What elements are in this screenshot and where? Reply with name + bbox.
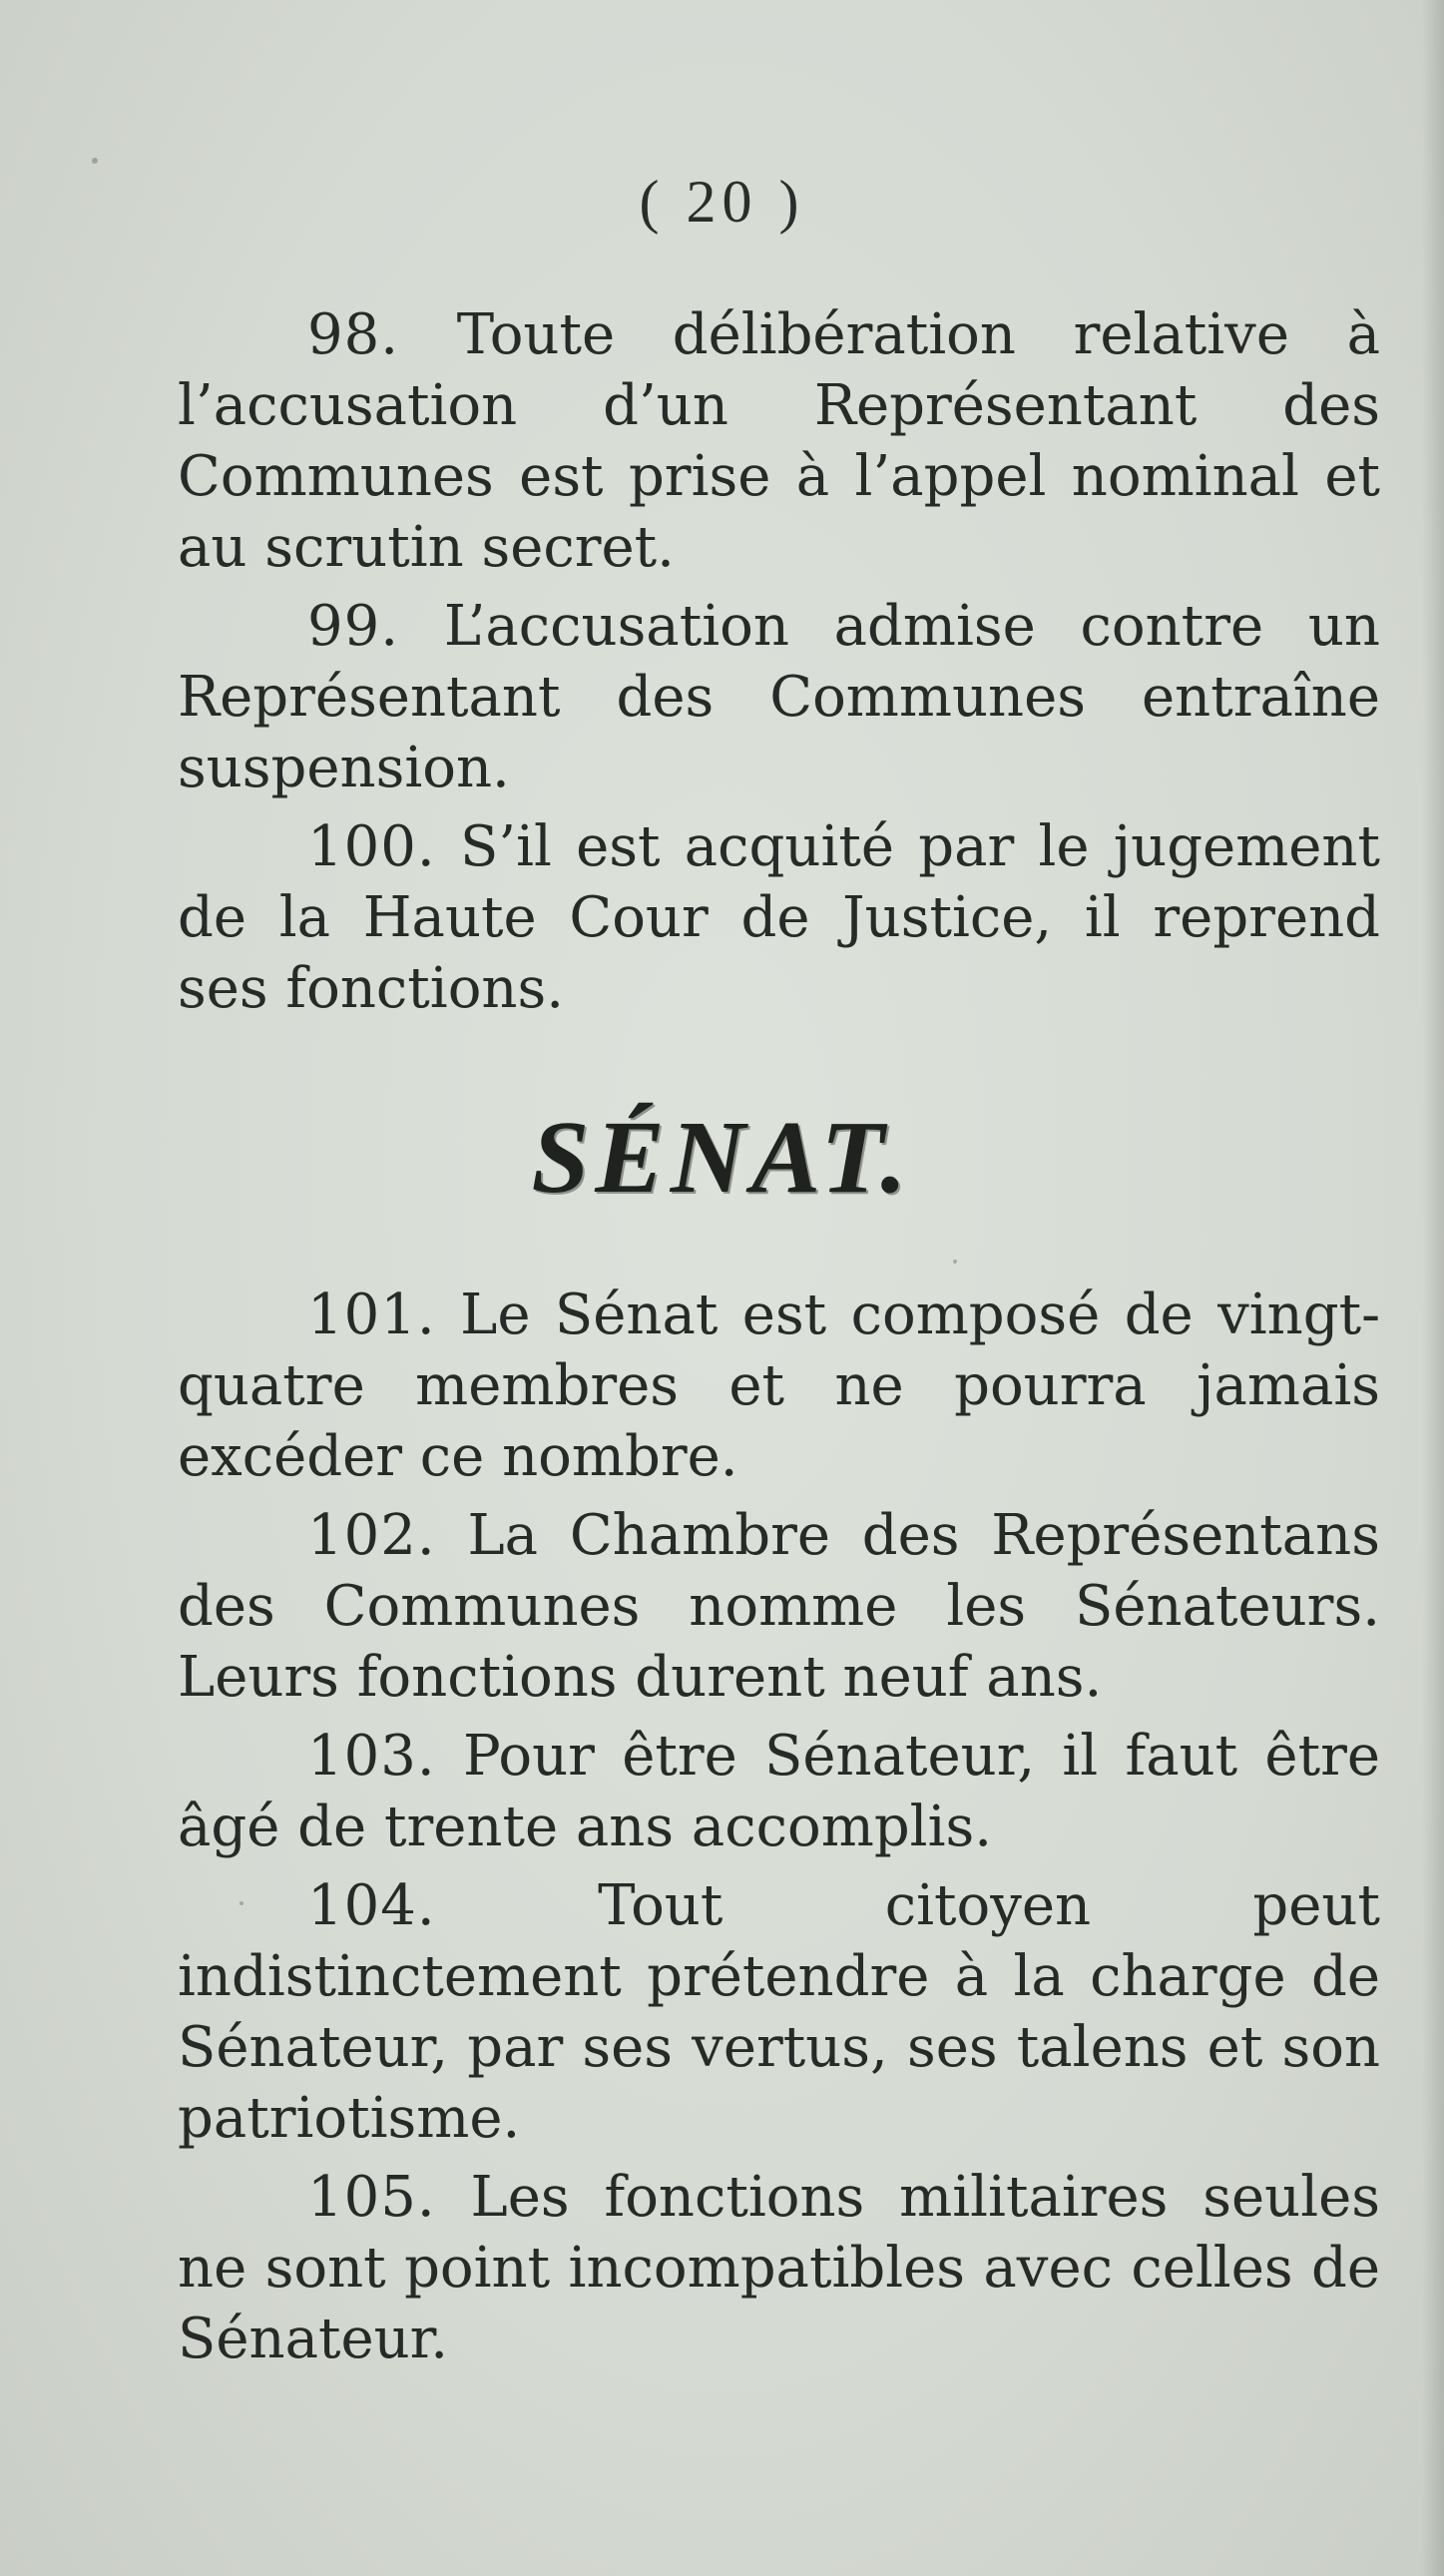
paper-speck: [92, 158, 98, 164]
article-104: [178, 1870, 1380, 2154]
article-100: [178, 811, 1380, 1024]
article-number: 101.: [307, 1283, 436, 1347]
section-heading: SÉNAT.: [531, 1100, 913, 1215]
article-105: [178, 2162, 1380, 2374]
articles-before-heading: [178, 299, 1380, 1024]
article-text: Toute délibération relative à l’accusation d’un Représentant des Communes est prise à l’appel nominal et au scrutin secret.: [178, 302, 1380, 580]
article-text: Les fonctions militaires seules ne sont point incompatibles avec celles de Sénateur.: [178, 2165, 1380, 2371]
article-number: 105.: [307, 2165, 436, 2230]
article-103: [178, 1721, 1380, 1862]
article-number: 99.: [307, 594, 400, 659]
paper-speck: [953, 1260, 957, 1264]
article-99: [178, 591, 1380, 803]
article-number: 104.: [307, 1873, 436, 1938]
article-text: L’accusation admise contre un Représentant des Communes entraîne suspension.: [178, 594, 1380, 800]
article-text: Le Sénat est composé de vingt-quatre membres et ne pourra jamais excéder ce nombre.: [178, 1283, 1381, 1489]
article-number: 100.: [307, 814, 436, 879]
article-number: 102.: [307, 1503, 436, 1568]
article-number: 103.: [307, 1724, 436, 1789]
article-text: S’il est acquité par le jugement de la Haute Cour de Justice, il reprend ses fonctions.: [178, 814, 1380, 1021]
article-number: 98.: [307, 302, 400, 367]
page-number: ( 20 ): [639, 169, 805, 235]
article-102: [178, 1500, 1380, 1713]
article-text: La Chambre des Représentans des Communes nomme les Sénateurs. Leurs fonctions durent neuf ans.: [178, 1503, 1380, 1710]
article-text: Tout citoyen peut indistinctement prétendre à la charge de Sénateur, par ses vertus, ses talens et son patriotisme.: [178, 1873, 1380, 2151]
page-edge-shadow: [1422, 0, 1444, 2576]
article-101: [178, 1280, 1380, 1492]
article-text: Pour être Sénateur, il faut être âgé de trente ans accomplis.: [178, 1724, 1380, 1859]
article-98: [178, 299, 1380, 583]
articles-after-heading: [178, 1280, 1380, 2374]
